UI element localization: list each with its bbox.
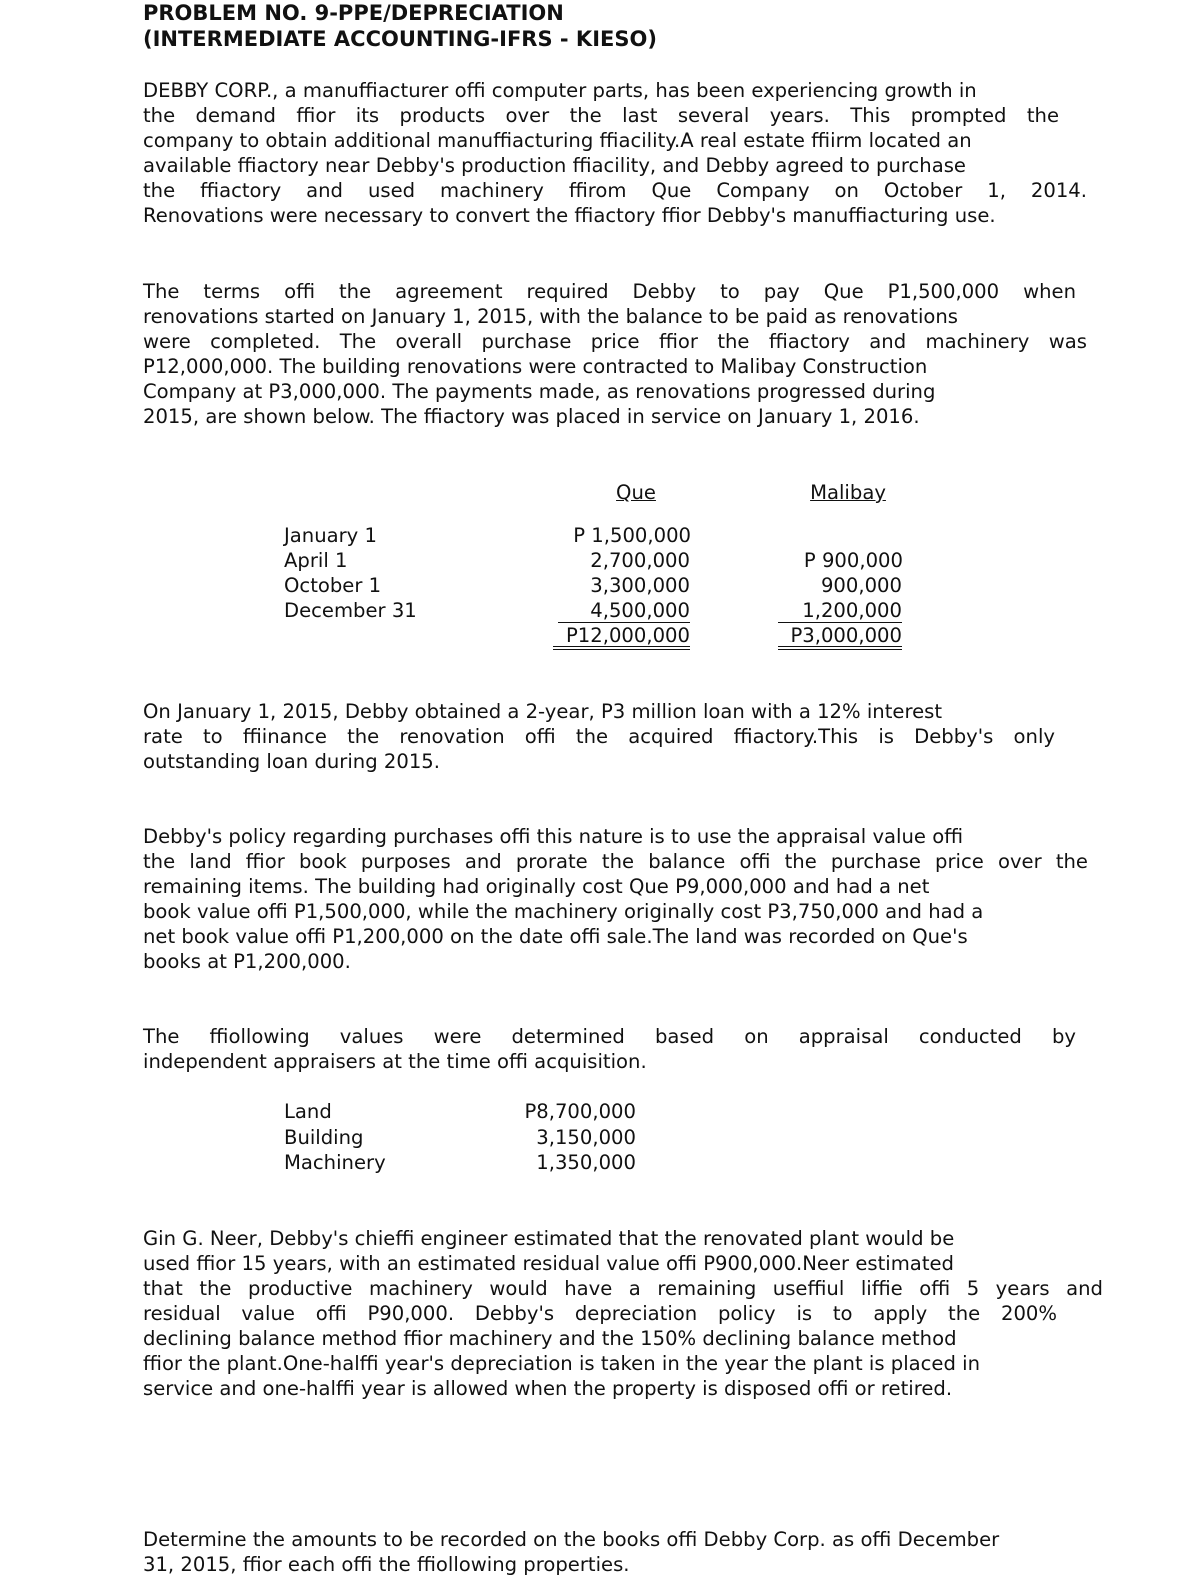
paragraph-line: were completed. The overall purchase price ffior the ffiactory and machinery was [143, 330, 1087, 353]
row-malibay: 1,200,000 [802, 599, 902, 622]
paragraph-line: P12,000,000. The building renovations were contracted to Malibay Construction [143, 355, 928, 378]
appraisal-value: 3,150,000 [536, 1126, 636, 1149]
paragraph-line: ffior the plant.One-halffi year's depreciation is taken in the year the plant is placed in [143, 1352, 981, 1375]
paragraph-line: available ffiactory near Debby's production ffiacility, and Debby agreed to purchase [143, 154, 966, 177]
title-line-1: PROBLEM NO. 9-PPE/DEPRECIATION [143, 1, 564, 25]
paragraph-line: On January 1, 2015, Debby obtained a 2-year, P3 million loan with a 12% interest [143, 700, 943, 723]
paragraph-line: outstanding loan during 2015. [143, 750, 440, 773]
row-malibay: P 900,000 [803, 549, 903, 572]
paragraph-line: renovations started on January 1, 2015, with the balance to be paid as renovations [143, 305, 958, 328]
title-line-2: (INTERMEDIATE ACCOUNTING-IFRS - KIESO) [143, 27, 657, 51]
paragraph-line: company to obtain additional manuffiacturing ffiacility.A real estate ffiirm located an [143, 129, 972, 152]
paragraph-line: used ffior 15 years, with an estimated residual value offi P900,000.Neer estimated [143, 1252, 954, 1275]
paragraph-line: the ffiactory and used machinery ffirom Que Company on October 1, 2014. [143, 179, 1087, 202]
paragraph-line: Company at P3,000,000. The payments made, as renovations progressed during [143, 380, 936, 403]
row-date: April 1 [284, 549, 348, 572]
paragraph-line: residual value offi P90,000. Debby's depreciation policy is to apply the 200% [143, 1302, 1057, 1325]
paragraph-line: book value offi P1,500,000, while the machinery originally cost P3,750,000 and had a [143, 900, 984, 923]
paragraph-line: service and one-halffi year is allowed when the property is disposed offi or retired. [143, 1377, 953, 1400]
total-rule-que-2 [553, 649, 690, 650]
row-malibay: 900,000 [820, 574, 902, 597]
appraisal-item: Building [284, 1126, 364, 1149]
total-que: P12,000,000 [565, 624, 690, 647]
row-date: December 31 [284, 599, 417, 622]
header-que: Que [616, 481, 656, 504]
paragraph-line: Gin G. Neer, Debby's chieffi engineer estimated that the renovated plant would be [143, 1227, 955, 1250]
total-malibay: P3,000,000 [790, 624, 902, 647]
total-rule-malibay [778, 646, 902, 647]
row-que: P 1,500,000 [573, 524, 691, 547]
row-que: 2,700,000 [590, 549, 690, 572]
paragraph-line: rate to ffiinance the renovation offi the acquired ffiactory.This is Debby's only [143, 725, 1055, 748]
paragraph-line: The ffiollowing values were determined based on appraisal conducted by [143, 1025, 1076, 1048]
paragraph-line: 2015, are shown below. The ffiactory was placed in service on January 1, 2016. [143, 405, 920, 428]
row-date: January 1 [284, 524, 377, 547]
appraisal-value: 1,350,000 [536, 1151, 636, 1174]
paragraph-line: independent appraisers at the time offi acquisition. [143, 1050, 647, 1073]
appraisal-item: Machinery [284, 1151, 386, 1174]
paragraph-line: Renovations were necessary to convert the ffiactory ffior Debby's manuffiacturing use. [143, 204, 996, 227]
appraisal-value: P8,700,000 [524, 1100, 636, 1123]
paragraph-line: 31, 2015, ffior each offi the ffiollowing properties. [143, 1553, 630, 1576]
total-rule-malibay-2 [778, 649, 902, 650]
total-rule-que [553, 646, 690, 647]
paragraph-line: Determine the amounts to be recorded on the books offi Debby Corp. as offi December [143, 1528, 1000, 1551]
paragraph-line: DEBBY CORP., a manuffiacturer offi computer parts, has been experiencing growth in [143, 79, 977, 102]
paragraph-line: The terms offi the agreement required Debby to pay Que P1,500,000 when [143, 280, 1076, 303]
header-malibay: Malibay [810, 481, 886, 504]
paragraph-line: the demand ffior its products over the last several years. This prompted the [143, 104, 1059, 127]
paragraph-line: declining balance method ffior machinery and the 150% declining balance method [143, 1327, 957, 1350]
paragraph-line: books at P1,200,000. [143, 950, 351, 973]
paragraph-line: net book value offi P1,200,000 on the date offi sale.The land was recorded on Que's [143, 925, 968, 948]
row-que: 3,300,000 [590, 574, 690, 597]
paragraph-line: Debby's policy regarding purchases offi this nature is to use the appraisal value offi [143, 825, 964, 848]
paragraph-line: remaining items. The building had originally cost Que P9,000,000 and had a net [143, 875, 930, 898]
paragraph-line: that the productive machinery would have a remaining useffiul liffie offi 5 years and [143, 1277, 1103, 1300]
appraisal-item: Land [284, 1100, 332, 1123]
row-que: 4,500,000 [590, 599, 690, 622]
row-date: October 1 [284, 574, 382, 597]
paragraph-line: the land ffior book purposes and prorate the balance offi the purchase price over the [143, 850, 1088, 873]
